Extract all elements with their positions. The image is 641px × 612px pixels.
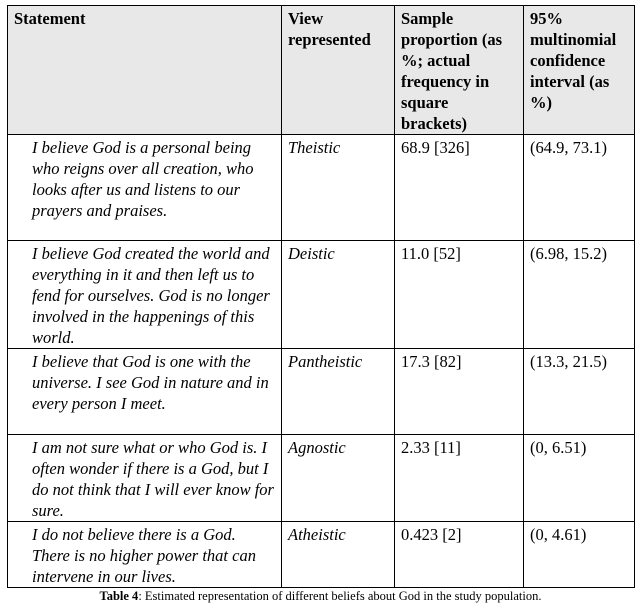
- header-interval: 95% multinomial confidence interval (as %): [524, 6, 635, 135]
- header-row: [8, 6, 635, 135]
- table-row: [8, 241, 635, 349]
- caption-label: Table 4: [99, 589, 139, 603]
- view-cell: Deistic: [282, 241, 395, 349]
- proportion-cell: 11.0 [52]: [395, 241, 524, 349]
- interval-cell: (64.9, 73.1): [524, 135, 635, 241]
- proportion-cell: 2.33 [11]: [395, 435, 524, 522]
- interval-cell: (0, 4.61): [524, 522, 635, 588]
- interval-cell: (6.98, 15.2): [524, 241, 635, 349]
- statement-cell: I believe God is a personal being who reigns over all creation, who looks after us and listens to our prayers and praises.: [8, 135, 282, 241]
- proportion-cell: 68.9 [326]: [395, 135, 524, 241]
- header-statement: Statement: [8, 6, 282, 135]
- statement-cell: I am not sure what or who God is. I often wonder if there is a God, but I do not think that I will ever know for sure.: [8, 435, 282, 522]
- view-cell: Pantheistic: [282, 349, 395, 435]
- header-proportion: Sample proportion (as %; actual frequency in square brackets): [395, 6, 524, 135]
- table-row: [8, 435, 635, 522]
- header-view: View represented: [282, 6, 395, 135]
- view-cell: Agnostic: [282, 435, 395, 522]
- interval-cell: (13.3, 21.5): [524, 349, 635, 435]
- table-row: [8, 135, 635, 241]
- caption-text: : Estimated representation of different beliefs about God in the study population.: [138, 589, 542, 603]
- table-row: [8, 522, 635, 588]
- statement-cell: I believe God created the world and everything in it and then left us to fend for ourselves. God is no longer involved in the happenings of this world.: [8, 241, 282, 349]
- statement-cell: I do not believe there is a God. There is no higher power that can intervene in our lives.: [8, 522, 282, 588]
- view-cell: Theistic: [282, 135, 395, 241]
- proportion-cell: 17.3 [82]: [395, 349, 524, 435]
- beliefs-table: [7, 5, 635, 588]
- statement-cell: I believe that God is one with the universe. I see God in nature and in every person I meet.: [8, 349, 282, 435]
- proportion-cell: 0.423 [2]: [395, 522, 524, 588]
- view-cell: Atheistic: [282, 522, 395, 588]
- table-row: [8, 349, 635, 435]
- table-caption: [0, 588, 641, 604]
- interval-cell: (0, 6.51): [524, 435, 635, 522]
